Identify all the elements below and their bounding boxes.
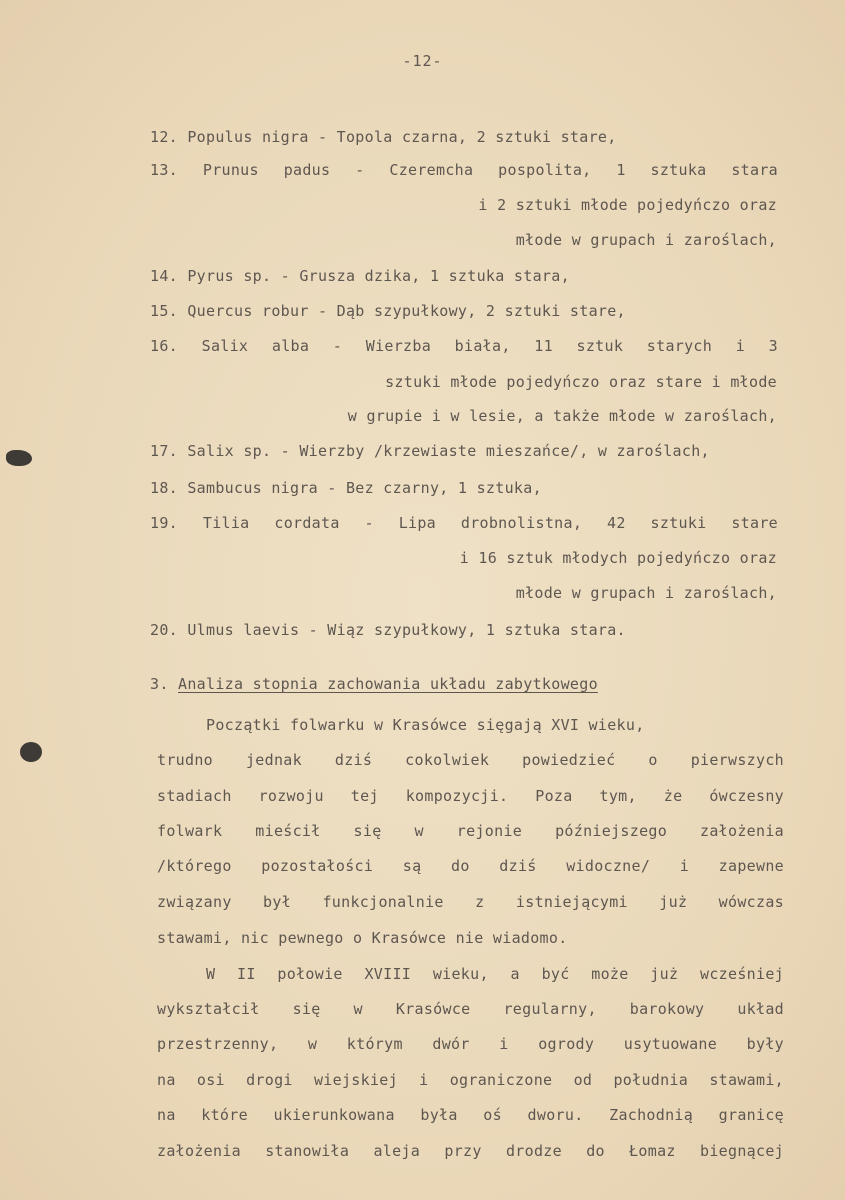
text-line: stawami, nic pewnego o Krasówce nie wiadomo. xyxy=(157,929,568,947)
item-number: 15. xyxy=(150,302,178,320)
text-line: przestrzenny, w którym dwór i ogrody usytuowane były xyxy=(157,1035,784,1053)
text-line: Początki folwarku w Krasówce sięgają XVI wieku, xyxy=(206,716,645,734)
text-line: założenia stanowiła aleja przy drodze do Łomaz biegnącej xyxy=(157,1142,784,1160)
list-item xyxy=(150,267,570,285)
list-item xyxy=(150,128,617,146)
list-item xyxy=(150,514,778,532)
item-number: 20. xyxy=(150,621,178,639)
item-number: 13. xyxy=(150,161,178,179)
text-line: na osi drogi wiejskiej i ograniczone od południa stawami, xyxy=(157,1071,784,1089)
text-line: trudno jednak dziś cokolwiek powiedzieć o pierwszych xyxy=(157,751,784,769)
list-item-continuation: młode w grupach i zaroślach, xyxy=(515,231,777,249)
list-item-continuation: i 16 sztuk młodych pojedyńczo oraz xyxy=(459,549,777,567)
item-text: Salix sp. - Wierzby /krzewiaste mieszańce/, w zaroślach, xyxy=(187,442,710,460)
text-line: W II połowie XVIII wieku, a być może już wcześniej xyxy=(206,965,784,983)
section-number: 3. xyxy=(150,675,169,693)
item-number: 12. xyxy=(150,128,178,146)
item-text: Sambucus nigra - Bez czarny, 1 sztuka, xyxy=(187,479,542,497)
item-text: Salix alba - Wierzba biała, 11 sztuk starych i 3 xyxy=(201,337,778,355)
section-title: Analiza stopnia zachowania układu zabytkowego xyxy=(178,675,598,693)
item-number: 17. xyxy=(150,442,178,460)
list-item-continuation: sztuki młode pojedyńczo oraz stare i młode xyxy=(385,373,777,391)
item-number: 19. xyxy=(150,514,178,532)
list-item-continuation: i 2 sztuki młode pojedyńczo oraz xyxy=(478,196,777,214)
item-text: Populus nigra - Topola czarna, 2 sztuki stare, xyxy=(187,128,617,146)
item-text: Pyrus sp. - Grusza dzika, 1 sztuka stara, xyxy=(187,267,570,285)
item-number: 18. xyxy=(150,479,178,497)
text-line: stadiach rozwoju tej kompozycji. Poza tym, że ówczesny xyxy=(157,787,784,805)
section-heading xyxy=(150,675,598,693)
list-item xyxy=(150,337,778,355)
punch-hole-bottom xyxy=(20,742,42,762)
item-number: 16. xyxy=(150,337,178,355)
item-text: Tilia cordata - Lipa drobnolistna, 42 sztuki stare xyxy=(202,514,778,532)
list-item-continuation: młode w grupach i zaroślach, xyxy=(515,584,777,602)
item-text: Ulmus laevis - Wiąz szypułkowy, 1 sztuka stara. xyxy=(187,621,626,639)
text-line: /którego pozostałości są do dziś widoczne/ i zapewne xyxy=(157,857,784,875)
punch-hole-top xyxy=(6,450,32,466)
item-text: Prunus padus - Czeremcha pospolita, 1 sztuka stara xyxy=(202,161,778,179)
text-line: związany był funkcjonalnie z istniejącymi już wówczas xyxy=(157,893,784,911)
list-item-continuation: w grupie i w lesie, a także młode w zaroślach, xyxy=(347,407,777,425)
item-text: Quercus robur - Dąb szypułkowy, 2 sztuki stare, xyxy=(187,302,626,320)
text-line: wykształcił się w Krasówce regularny, barokowy układ xyxy=(157,1000,784,1018)
list-item xyxy=(150,442,710,460)
text-line: na które ukierunkowana była oś dworu. Zachodnią granicę xyxy=(157,1106,784,1124)
text-line: folwark mieścił się w rejonie późniejszego założenia xyxy=(157,822,784,840)
list-item xyxy=(150,302,626,320)
page-number: -12- xyxy=(402,52,443,70)
list-item xyxy=(150,621,626,639)
list-item xyxy=(150,479,542,497)
item-number: 14. xyxy=(150,267,178,285)
list-item xyxy=(150,161,778,179)
